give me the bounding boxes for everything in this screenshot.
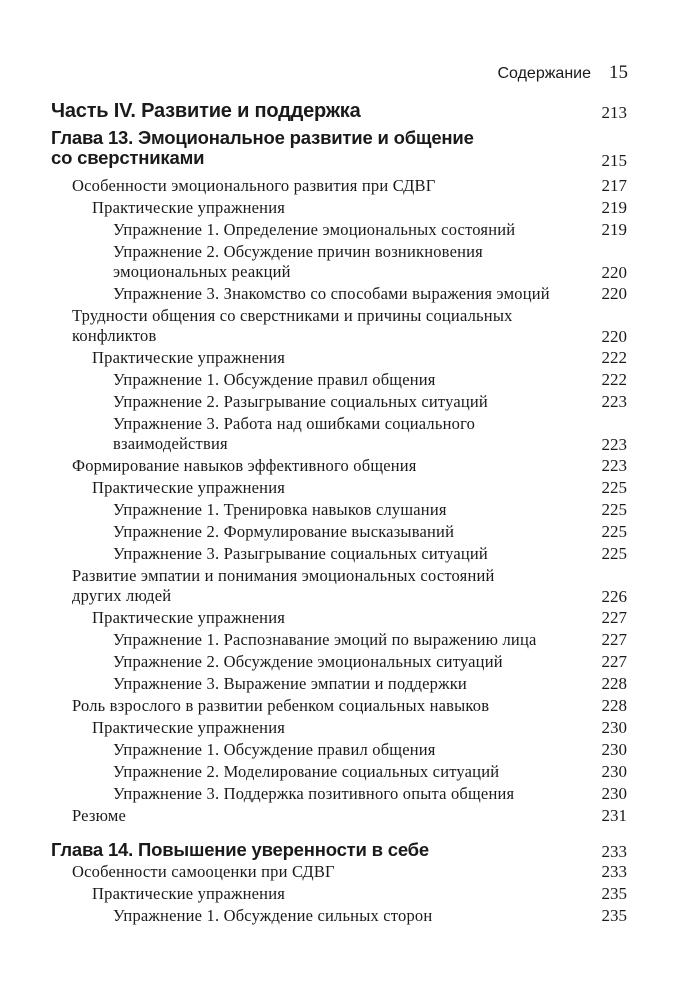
toc-entry-page: 222 (601, 348, 627, 367)
toc-entry-page: 228 (601, 696, 627, 715)
toc-entry-page: 225 (601, 522, 627, 541)
toc-entry-title: Практические упражнения (92, 348, 286, 367)
toc-entry-page: 230 (601, 762, 627, 781)
toc-entry-page: 233 (601, 862, 627, 881)
toc-entry-title: Упражнение 1. Обсуждение правил общения (113, 370, 436, 389)
toc-entry-page: 225 (601, 500, 627, 519)
toc-entry-title: Упражнение 1. Обсуждение правил общения (113, 740, 436, 759)
toc-entry-page: 225 (601, 544, 627, 563)
toc-entry-page: 235 (601, 884, 627, 903)
toc-entry-title: Формирование навыков эффективного общения (72, 456, 417, 475)
toc-entry-title: Роль взрослого в развитии ребенком социальных навыков (72, 696, 490, 715)
toc-entry-page: 230 (601, 718, 627, 737)
toc-entry-title: Глава 13. Эмоциональное развитие и общение со сверстниками (51, 127, 474, 168)
toc-entry-title: Практические упражнения (92, 478, 286, 497)
toc-entry-title: Развитие эмпатии и понимания эмоциональных состояний других людей (72, 566, 495, 605)
running-head-page-number: 15 (609, 62, 628, 83)
toc-entry-page: 213 (601, 103, 627, 122)
toc-entry-page: 228 (601, 674, 627, 693)
toc-entry-title: Упражнение 2. Моделирование социальных ситуаций (113, 762, 500, 781)
toc-entry-page: 223 (601, 456, 627, 475)
toc-entry-title: Практические упражнения (92, 608, 286, 627)
toc-entry-title: Глава 14. Повышение уверенности в себе (51, 839, 430, 860)
toc-entry-title: Практические упражнения (92, 718, 286, 737)
toc-entry-title: Упражнение 1. Тренировка навыков слушания (113, 500, 447, 519)
toc-entry-page: 227 (601, 608, 627, 627)
running-head-title: Содержание (497, 65, 591, 82)
toc-entry-title: Упражнение 3. Выражение эмпатии и поддержки (113, 674, 467, 693)
toc-entry-title: Упражнение 2. Обсуждение эмоциональных ситуаций (113, 652, 503, 671)
toc-entry-page: 225 (601, 478, 627, 497)
toc-entry-title: Упражнение 3. Поддержка позитивного опыта общения (113, 784, 515, 803)
toc-entry-title: Упражнение 1. Распознавание эмоций по выражению лица (113, 630, 537, 649)
toc-entry-page: 219 (601, 198, 627, 217)
toc-entry-page: 220 (601, 284, 627, 303)
toc-entry-title: Резюме (72, 806, 127, 825)
toc-entry-title: Часть IV. Развитие и поддержка (51, 100, 361, 122)
toc-entry-title: Упражнение 2. Разыгрывание социальных ситуаций (113, 392, 488, 411)
toc-entry-title: Особенности самооценки при СДВГ (72, 862, 335, 881)
toc-entry-page: 227 (601, 630, 627, 649)
toc-entry-title: Трудности общения со сверстниками и причины социальных конфликтов (72, 306, 513, 345)
toc-entry-title: Упражнение 2. Обсуждение причин возникновения эмоциональных реакций (113, 242, 483, 281)
toc-entry-title: Особенности эмоционального развития при СДВГ (72, 176, 436, 195)
toc-entry-page: 231 (601, 806, 627, 825)
toc-entry-page: 222 (601, 370, 627, 389)
toc-entry-page: 217 (601, 176, 627, 195)
toc-entry-title: Упражнение 1. Определение эмоциональных состояний (113, 220, 516, 239)
toc-entry-page: 220 (601, 262, 627, 282)
toc-entry-page: 219 (601, 220, 627, 239)
toc-entry-page: 223 (601, 392, 627, 411)
toc-entry-page: 233 (601, 842, 627, 861)
toc-entry-page: 235 (601, 906, 627, 925)
toc-entry-page: 230 (601, 784, 627, 803)
toc-entry-page: 226 (601, 586, 627, 606)
toc-entry-title: Практические упражнения (92, 884, 286, 903)
toc-entry-title: Упражнение 3. Знакомство со способами выражения эмоций (113, 284, 550, 303)
toc-entry-title: Упражнение 1. Обсуждение сильных сторон (113, 906, 433, 925)
toc-entry-page: 215 (601, 150, 627, 170)
toc-entry-page: 220 (601, 326, 627, 346)
toc-entry-page: 227 (601, 652, 627, 671)
toc-entry-title: Упражнение 3. Работа над ошибками социального взаимодействия (113, 414, 476, 453)
toc-entry-page: 223 (601, 434, 627, 454)
toc-entry-title: Упражнение 3. Разыгрывание социальных ситуаций (113, 544, 488, 563)
toc-entry-page: 230 (601, 740, 627, 759)
toc-entry-title: Практические упражнения (92, 198, 286, 217)
toc-entry-title: Упражнение 2. Формулирование высказываний (113, 522, 455, 541)
